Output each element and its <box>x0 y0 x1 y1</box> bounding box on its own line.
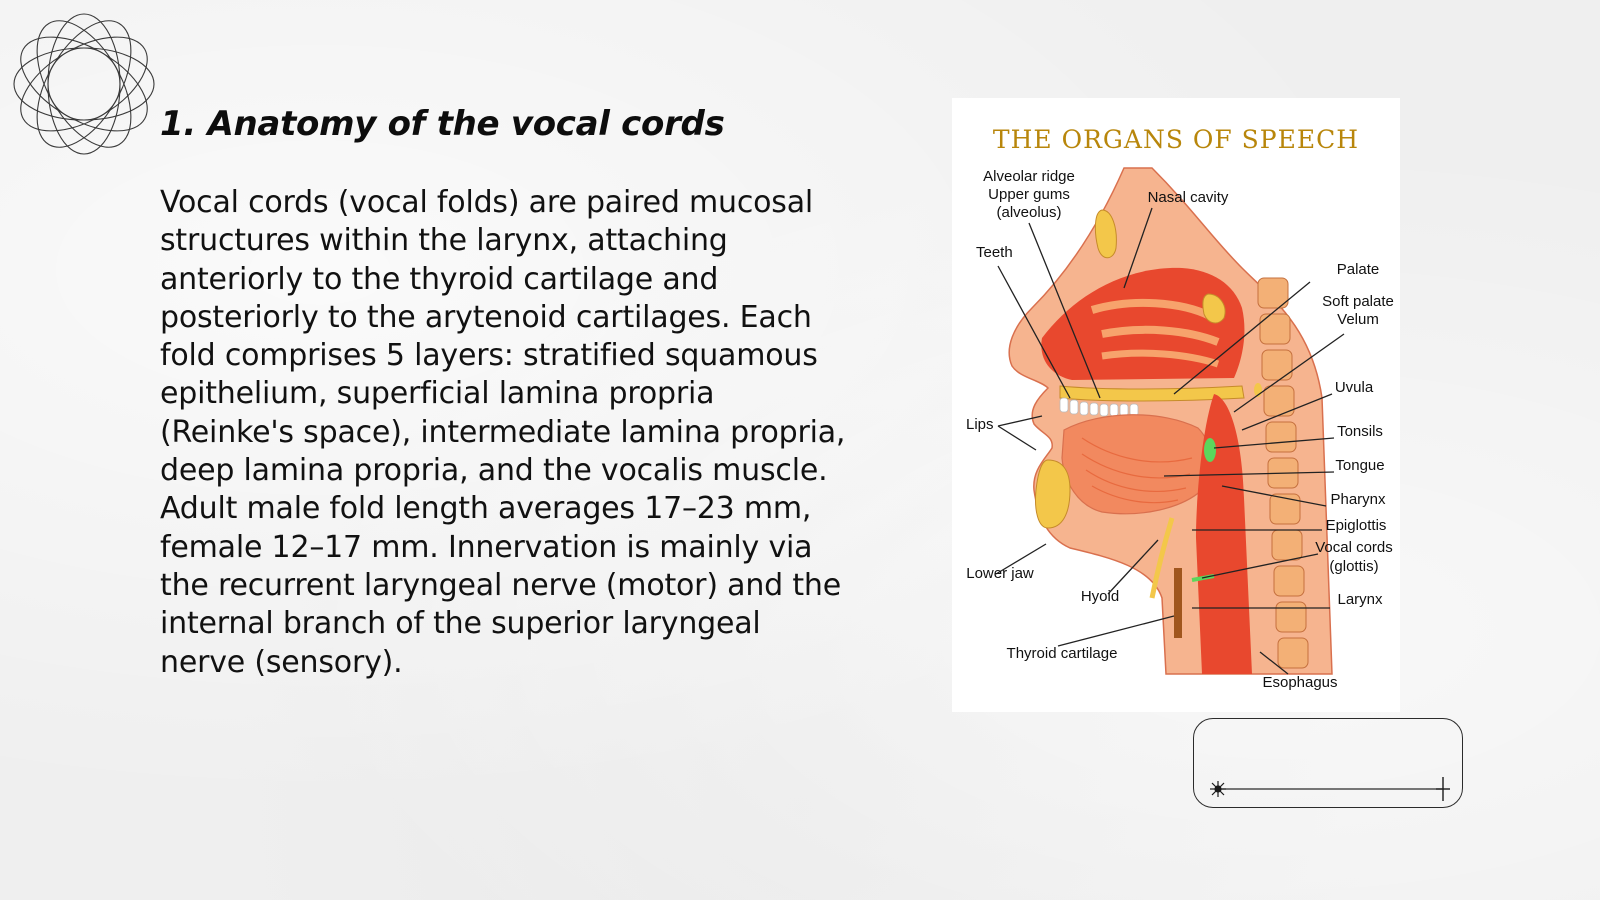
slide-title: 1. Anatomy of the vocal cords <box>160 104 725 144</box>
label-hyoid: Hyoid <box>1080 588 1120 605</box>
timeline-line <box>1194 719 1464 809</box>
label-upper-gums: Upper gums <box>988 186 1070 203</box>
label-uvula: Uvula <box>1334 379 1374 396</box>
label-tongue: Tongue <box>1335 457 1385 474</box>
label-thyroid-cartilage: Thyroid cartilage <box>1006 645 1118 662</box>
label-lips: Lips <box>966 416 994 433</box>
rosette-ornament-icon <box>10 10 158 158</box>
label-soft-palate: Soft palate <box>1322 293 1394 310</box>
organs-of-speech-figure <box>952 98 1400 712</box>
head-cross-section <box>1006 168 1332 674</box>
slide-body-text: Vocal cords (vocal folds) are paired mucosal structures within the larynx, attaching anteriorly to the thyroid cartilage and posteriorly to the arytenoid cartilages. Each fold comprises 5 layers: stratified squamous epithelium, superficial lamina propria (Reinke's space), intermediate lamina propria, deep lamina propria, and the vocalis muscle. Adult male fold length averages 17–23 mm, female 12–17 mm. Innervation is mainly via the recurrent laryngeal nerve (motor) and the internal branch of the superior laryngeal nerve (sensory). <box>160 185 846 680</box>
sparkle-icon <box>1210 781 1226 797</box>
label-teeth: Teeth <box>976 244 1013 261</box>
label-epiglottis: Epiglottis <box>1325 517 1387 534</box>
label-vocal-cords: Vocal cords <box>1315 539 1393 556</box>
label-pharynx: Pharynx <box>1330 491 1386 508</box>
label-lower-jaw: Lower jaw <box>966 565 1034 582</box>
label-alveolus: (alveolus) <box>996 204 1062 221</box>
label-glottis: (glottis) <box>1329 558 1379 575</box>
label-velum: Velum <box>1337 311 1379 328</box>
cross-star-icon <box>1436 777 1450 801</box>
figure-title: THE ORGANS OF SPEECH <box>992 125 1360 154</box>
label-esophagus: Esophagus <box>1262 674 1338 691</box>
label-tonsils: Tonsils <box>1337 423 1383 440</box>
label-palate: Palate <box>1336 261 1380 278</box>
label-nasal-cavity: Nasal cavity <box>1147 189 1229 206</box>
anatomy-diagram <box>952 98 1400 712</box>
label-alveolar-ridge: Alveolar ridge <box>983 168 1075 185</box>
decorative-timeline-box <box>1193 718 1463 808</box>
label-larynx: Larynx <box>1337 591 1383 608</box>
